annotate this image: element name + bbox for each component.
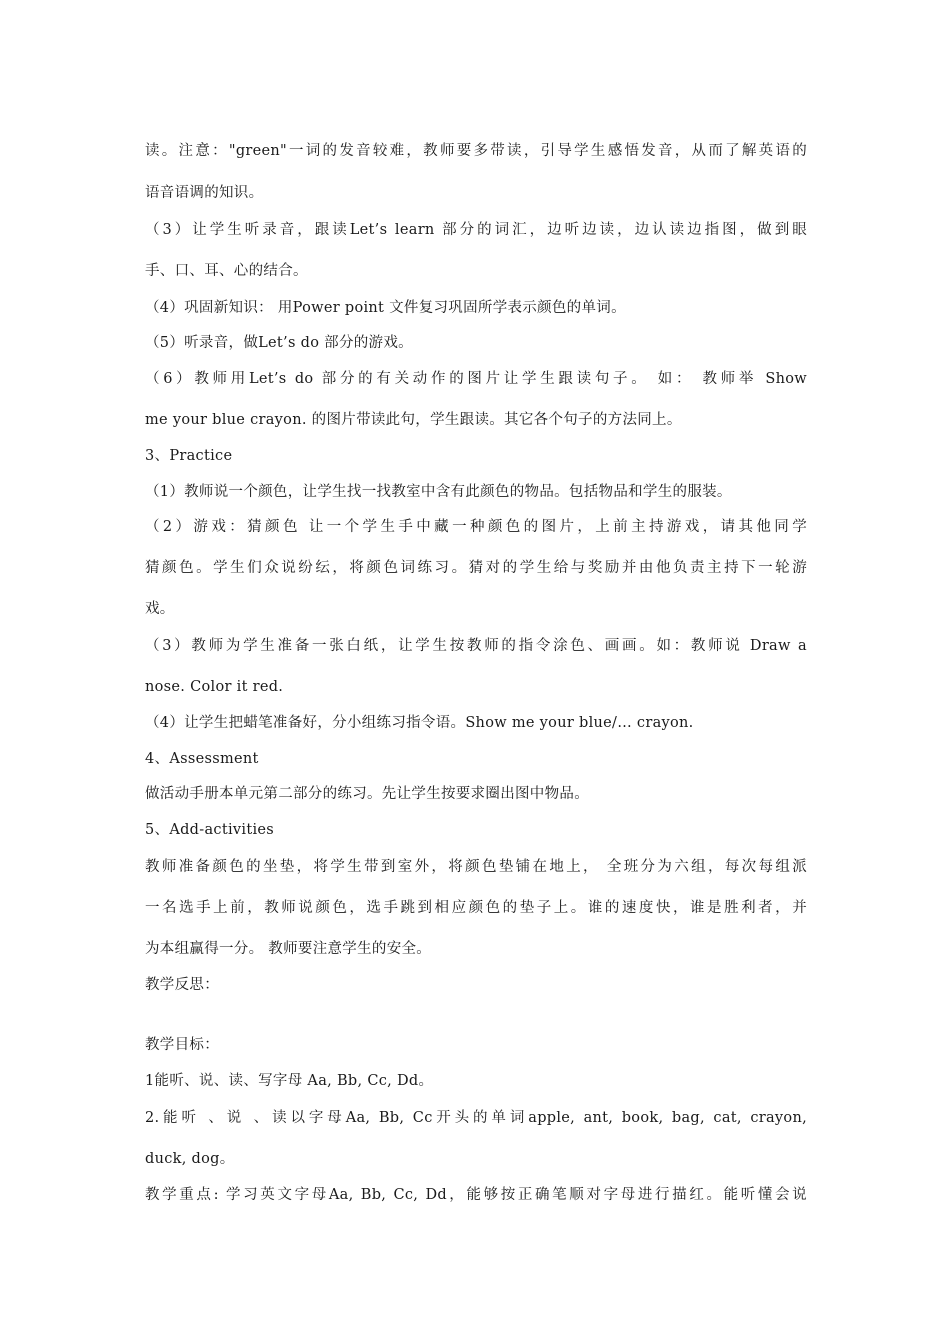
paragraph-line: nose. Color it red. bbox=[145, 678, 284, 695]
section-heading: 4、Assessment bbox=[145, 750, 259, 767]
paragraph-line: （4）巩固新知识： 用Power point 文件复习巩固所学表示颜色的单词。 bbox=[145, 299, 626, 316]
paragraph-line: （3）教师为学生准备一张白纸，让学生按教师的指令涂色、画画。如：教师说 Draw a bbox=[145, 637, 807, 654]
paragraph-line: 猜颜色。学生们众说纷纭，将颜色词练习。猜对的学生给与奖励并由他负责主持下一轮游 bbox=[145, 559, 807, 576]
paragraph-line: 一名选手上前，教师说颜色，选手跳到相应颜色的垫子上。谁的速度快，谁是胜利者，并 bbox=[145, 899, 807, 916]
paragraph-line: 教师准备颜色的坐垫，将学生带到室外，将颜色垫铺在地上， 全班分为六组，每次每组派 bbox=[145, 858, 807, 875]
paragraph-line: 做活动手册本单元第二部分的练习。先让学生按要求圈出图中物品。 bbox=[145, 785, 589, 802]
paragraph-line: （6）教师用Let’s do 部分的有关动作的图片让学生跟读句子。 如： 教师举 Show bbox=[145, 370, 807, 387]
paragraph-line: me your blue crayon. 的图片带读此句，学生跟读。其它各个句子的方法同上。 bbox=[145, 411, 682, 428]
paragraph-line: （2）游戏：猜颜色 让一个学生手中藏一种颜色的图片，上前主持游戏，请其他同学 bbox=[145, 518, 807, 535]
section-heading: 5、Add-activities bbox=[145, 821, 275, 838]
paragraph-line: 教学重点: 学习英文字母Aa, Bb, Cc, Dd，能够按正确笔顺对字母进行描红。能听懂会说 bbox=[145, 1186, 807, 1203]
paragraph-line: 读。注意："green"一词的发音较难，教师要多带读，引导学生感悟发音，从而了解英语的 bbox=[145, 142, 807, 159]
paragraph-line: 2.能听 、说 、读以字母Aa, Bb, Cc开头的单词apple, ant, book, bag, cat, crayon, bbox=[145, 1109, 807, 1126]
paragraph-line: 手、口、耳、心的结合。 bbox=[145, 262, 308, 279]
paragraph-line: （5）听录音，做Let’s do 部分的游戏。 bbox=[145, 334, 413, 351]
section-heading: 3、Practice bbox=[145, 447, 233, 464]
paragraph-line: （3）让学生听录音，跟读Let’s learn 部分的词汇，边听边读，边认读边指图，做到眼 bbox=[145, 221, 807, 238]
paragraph-line: 戏。 bbox=[145, 600, 175, 617]
paragraph-line: （1）教师说一个颜色，让学生找一找教室中含有此颜色的物品。包括物品和学生的服装。 bbox=[145, 483, 732, 500]
paragraph-line: 为本组赢得一分。 教师要注意学生的安全。 bbox=[145, 940, 432, 957]
paragraph-line: 1能听、说、读、写字母 Aa, Bb, Cc, Dd。 bbox=[145, 1072, 434, 1089]
paragraph-line: （4）让学生把蜡笔准备好，分小组练习指令语。Show me your blue/… crayon. bbox=[145, 714, 694, 731]
section-heading: 教学目标： bbox=[145, 1036, 219, 1053]
section-heading: 教学反思： bbox=[145, 976, 219, 993]
paragraph-line: duck, dog。 bbox=[145, 1150, 235, 1167]
paragraph-line: 语音语调的知识。 bbox=[145, 184, 264, 201]
